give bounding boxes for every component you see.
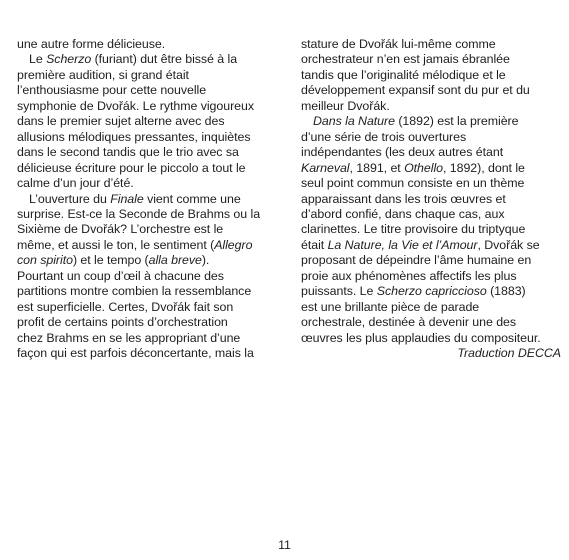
text-line: dans le premier sujet alterne avec des [17,114,225,129]
text-line: symphonie de Dvořák. Le rythme vigoureux [17,98,254,113]
text-line: Pourtant un coup d’œil à chacune des [17,268,224,283]
text-line: une autre forme délicieuse. [17,37,166,51]
text-line: dans le second tandis que le trio avec sa [17,145,239,160]
text-line: partitions montre combien la ressemblance [17,284,252,299]
text-line: première audition, si grand était [17,67,189,82]
text-line: L’ouverture du Finale vient comme une [29,191,241,206]
page-number: 11 [278,538,291,552]
text-line: est superficielle. Certes, Dvořák fait son [17,299,234,314]
text-line: Le Scherzo (furiant) dut être bissé à la [29,52,238,67]
text-line: Sixième de Dvořák? L’orchestre est le [17,222,224,237]
text-line: seul point commun consiste en un thème [301,176,525,191]
text-line: était La Nature, la Vie et l’Amour, Dvořák se [301,237,540,252]
text-line: même, et aussi le ton, le sentiment (Allegro [17,237,253,252]
right-column [301,37,561,362]
text-line: con spirito) et le tempo (alla breve). [17,253,210,268]
text-line: chez Brahms en se les appropriant d’une [17,330,241,345]
text-line: puissants. Le Scherzo capriccioso (1883) [301,284,526,299]
text-line: développement expansif sont du pur et du [301,83,530,98]
text-line: orchestrale, destinée à devenir une des [301,315,517,330]
text-line: Karneval, 1891, et Othello, 1892), dont le [301,160,525,175]
text-line: apparaissant dans les trois œuvres et [301,191,506,206]
text-line: indépendantes (les deux autres étant [301,145,504,160]
left-column [17,37,282,362]
text-line: d’une série de trois ouvertures [301,129,467,144]
text-line: tandis que l’originalité mélodique et le [301,67,506,82]
text-line: clarinettes. Le titre provisoire du triptyque [301,222,526,237]
text-line: œuvres les plus applaudies du compositeur. [301,330,541,345]
text-line: calme d’un jour d’été. [17,176,134,191]
text-line: est une brillante pièce de parade [301,299,480,314]
text-line: délicieuse écriture pour le piccolo a tout le [17,160,246,175]
text-line: Dans la Nature (1892) est la première [313,114,519,129]
text-line: stature de Dvořák lui-même comme [301,37,496,51]
text-line: surprise. Est-ce la Seconde de Brahms ou la [17,206,261,221]
text-line: proposant de dépeindre l’âme humaine en [301,253,532,268]
text-line: allusions mélodiques pressantes, inquiètes [17,129,251,144]
text-line: façon qui est parfois déconcertante, mais la [17,346,254,361]
text-line: proie aux phénomènes affectifs les plus [301,268,517,283]
translation-credit: Traduction DECCA [457,346,561,361]
text-line: meilleur Dvořák. [301,98,390,113]
text-line: d’abord confié, dans chaque cas, aux [301,206,505,221]
text-line: profit de certains points d’orchestration [17,315,228,330]
text-line: orchestrateur n’en est jamais ébranlée [301,52,510,67]
text-line: l’enthousiasme pour cette nouvelle [17,83,207,98]
